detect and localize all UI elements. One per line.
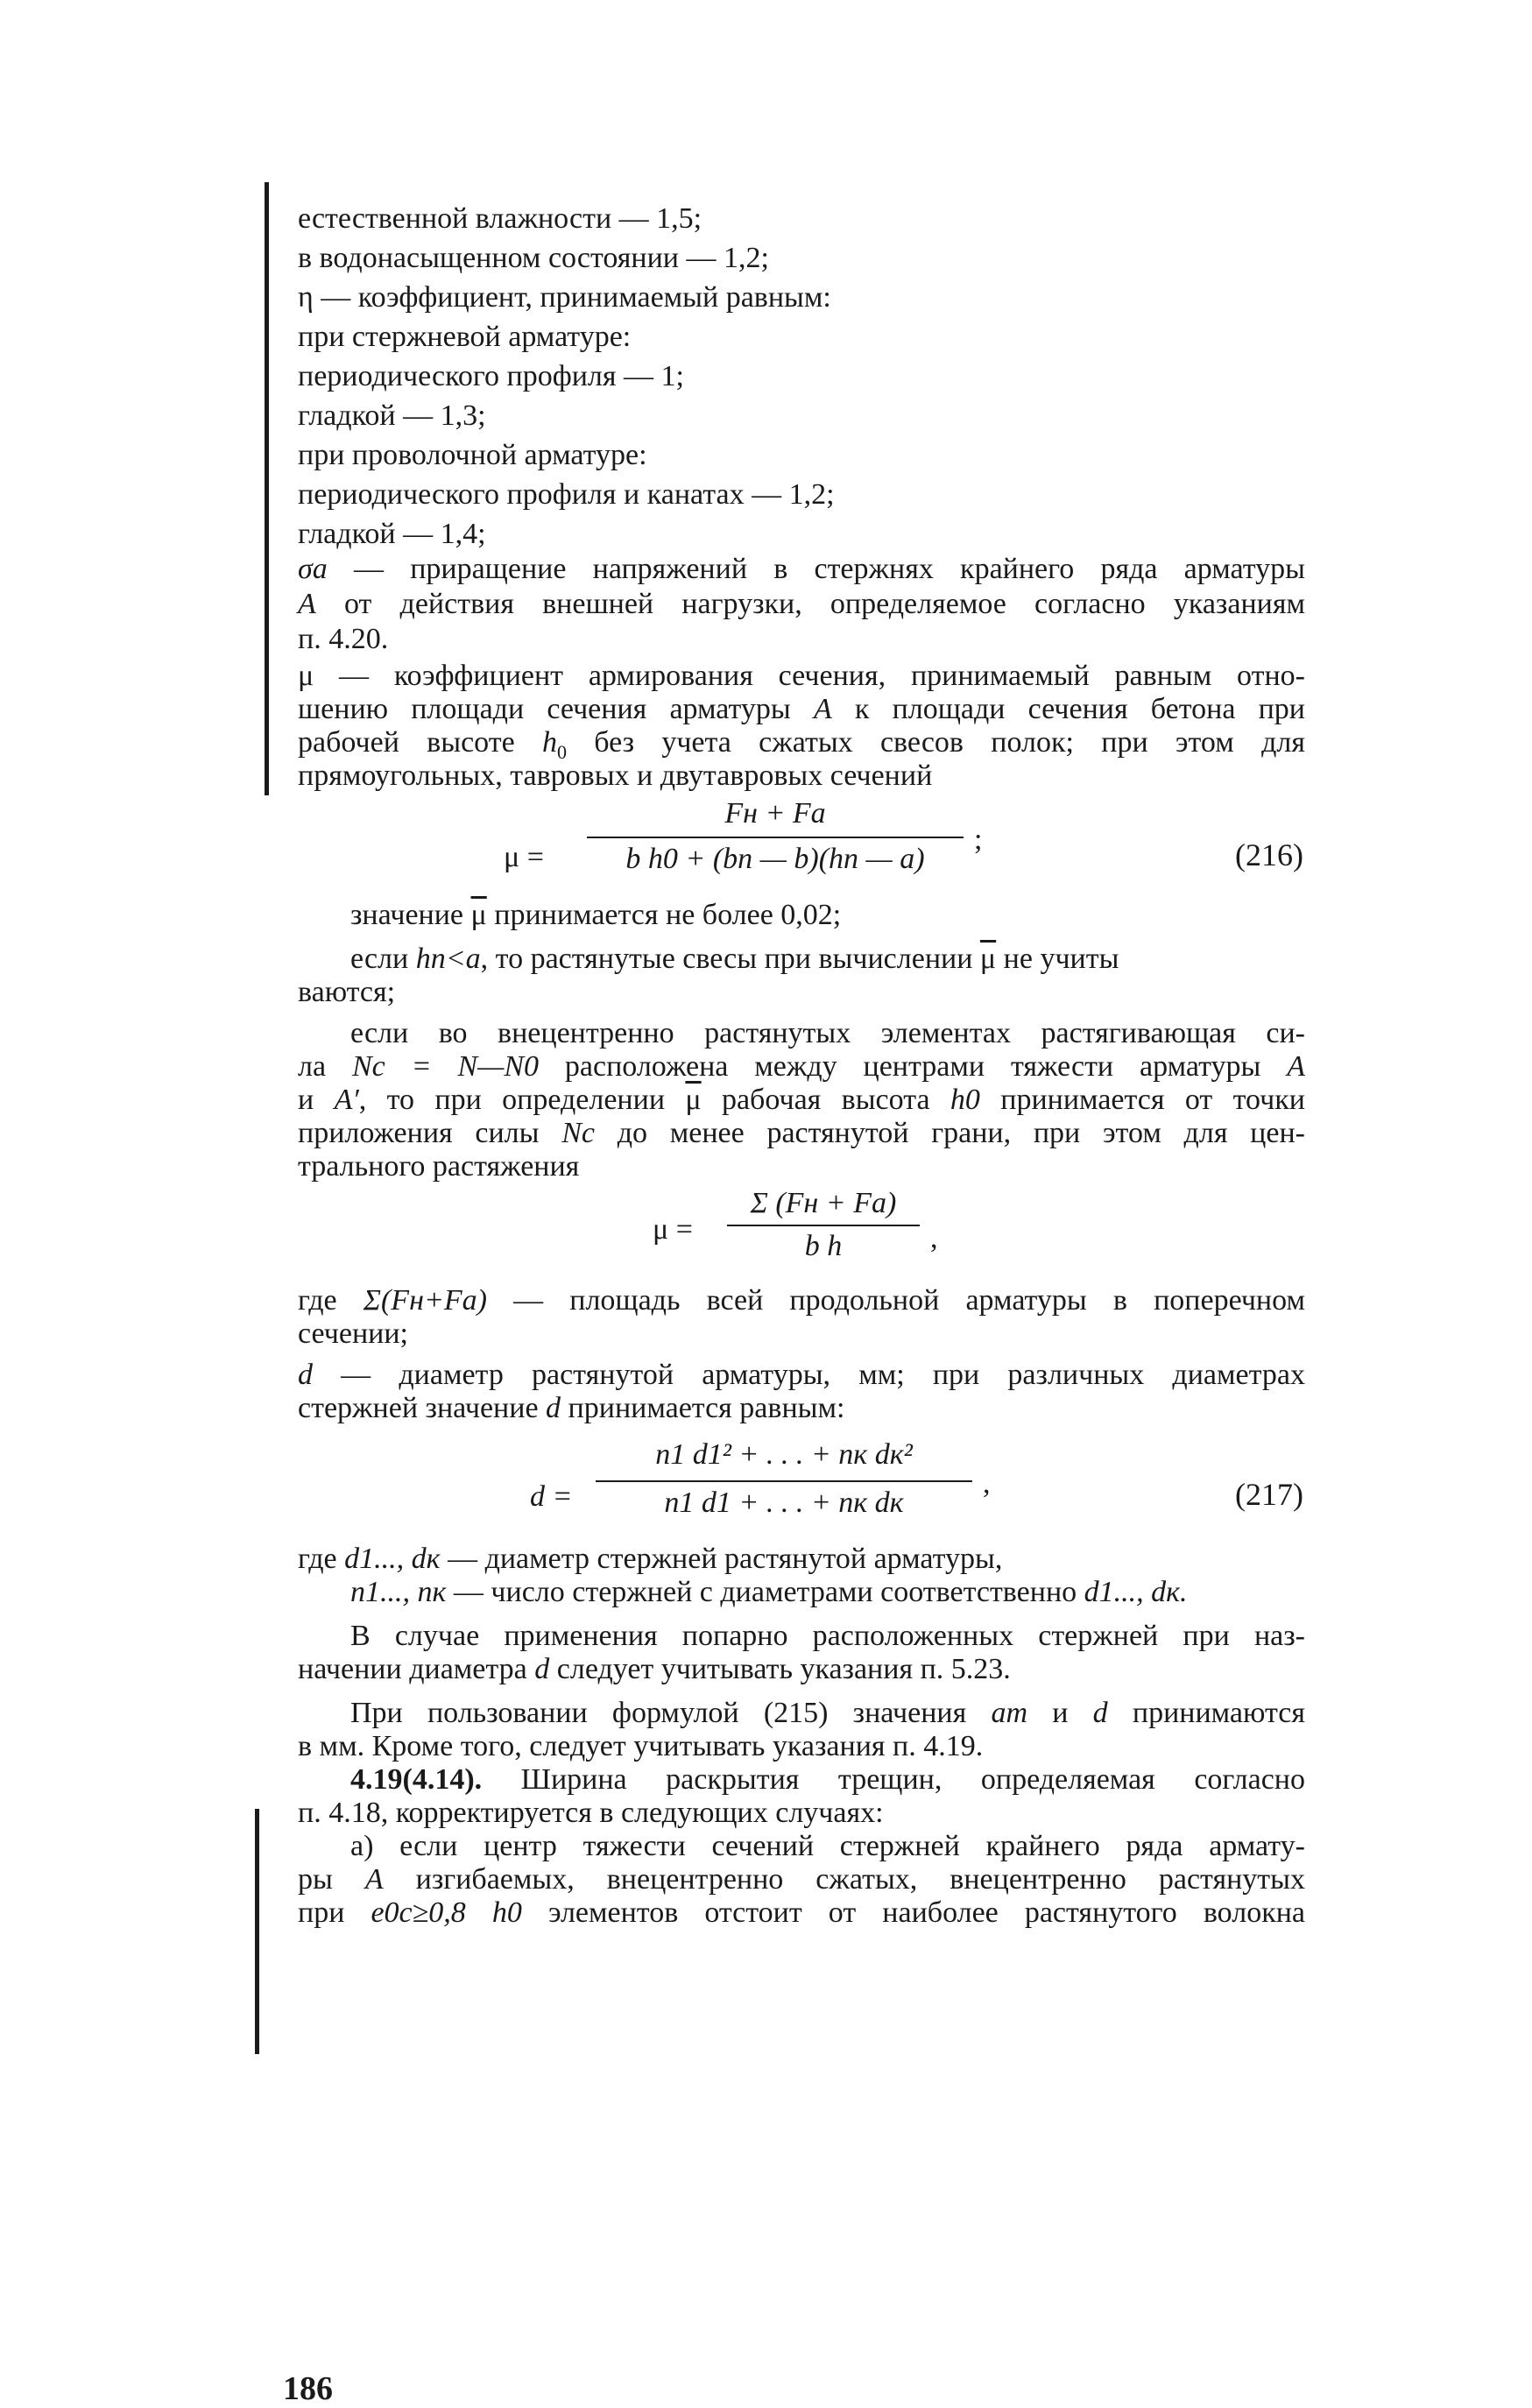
text-line: где Σ(Fн+Fа) — площадь всей продольной арматуры в поперечном — [298, 1284, 1305, 1317]
text-line: начении диаметра d следует учитывать указания п. 5.23. — [298, 1653, 1011, 1685]
text-line: рабочей высоте $h_0$ без учета сжатых свесов полок; при этом для — [298, 726, 1305, 763]
eq217-lhs: d = — [530, 1480, 573, 1513]
eqmu-comma: , — [930, 1222, 938, 1254]
eq217-fraction-line — [596, 1480, 972, 1482]
text-line: если во внецентренно растянутых элементах растягивающая си- — [350, 1017, 1305, 1049]
text-line: ла Nс = N—N0 расположена между центрами тяжести арматуры A — [298, 1050, 1305, 1083]
text-line: и A′, то при определении $\overline{\mu}$ рабочая высота h0 принимается от точки — [298, 1084, 1305, 1116]
text-line: прямоугольных, тавровых и двутавровых сечений — [298, 759, 933, 792]
text-line: ваются; — [298, 976, 396, 1008]
margin-bar-top — [265, 182, 269, 795]
margin-bar-bottom — [255, 1809, 259, 2054]
eq216-semicolon: ; — [974, 823, 983, 856]
eqmu-lhs: μ = — [653, 1213, 693, 1246]
text-line: а) если центр тяжести сечений стержней крайнего ряда армату- — [350, 1830, 1305, 1862]
text-line: гладкой — 1,4; — [298, 518, 486, 550]
text-line: В случае применения попарно расположенных стержней при наз- — [350, 1620, 1305, 1652]
text-line: гладкой — 1,3; — [298, 399, 486, 432]
text-line: в водонасыщенном состоянии — 1,2; — [298, 242, 769, 274]
text-line: в мм. Кроме того, следует учитывать указания п. 4.19. — [298, 1730, 984, 1762]
text-line: n1..., nк — число стержней с диаметрами соответственно d1..., dк. — [350, 1576, 1188, 1608]
text-line: при проволочной арматуре: — [298, 439, 647, 471]
text-line: п. 4.20. — [298, 623, 389, 655]
text-line: При пользовании формулой (215) значения aт и d принимаются — [350, 1697, 1305, 1729]
section-heading-line: 4.19(4.14). Ширина раскрытия трещин, определяемая согласно — [350, 1763, 1305, 1796]
text-line: σа — приращение напряжений в стержнях крайнего ряда арматуры — [298, 553, 1305, 585]
text-line: A от действия внешней нагрузки, определяемое согласно указаниям — [298, 588, 1305, 620]
eq216-denominator: b h0 + (bп — b)(hп — a) — [625, 843, 925, 875]
text-line: μ — коэффициент армирования сечения, принимаемый равным отно- — [298, 660, 1305, 692]
eq217-denominator: n1 d1 + . . . + nк dк — [664, 1486, 904, 1519]
text-line: если hп<a, то растянутые свесы при вычислении $\overline{\mu}$ не учиты — [350, 943, 1119, 975]
text-line: периодического профиля и канатах — 1,2; — [298, 478, 835, 511]
text-line: где d1..., dк — диаметр стержней растянутой арматуры, — [298, 1543, 1003, 1575]
text-line: при стержневой арматуре: — [298, 321, 632, 353]
text-line: ры A изгибаемых, внецентренно сжатых, внецентренно растянутых — [298, 1863, 1305, 1896]
eq217-numerator: n1 d1² + . . . + nк dк² — [655, 1438, 913, 1471]
text-line: п. 4.18, корректируется в следующих случаях: — [298, 1797, 884, 1829]
eq217-number: (217) — [1235, 1477, 1303, 1512]
text-line: шению площади сечения арматуры A к площади сечения бетона при — [298, 693, 1305, 725]
text-line: приложения силы Nс до менее растянутой грани, при этом для цен- — [298, 1117, 1305, 1149]
eqmu-denominator: b h — [804, 1230, 843, 1262]
text-line: стержней значение d принимается равным: — [298, 1392, 845, 1424]
text-line: значение $\overline{\mu}$ принимается не более 0,02; — [350, 899, 842, 931]
text-line: d — диаметр растянутой арматуры, мм; при различных диаметрах — [298, 1359, 1305, 1391]
eqmu-numerator: Σ (Fн + Fа) — [750, 1187, 897, 1219]
text-line: естественной влажности — 1,5; — [298, 202, 702, 235]
eq216-fraction-line — [587, 837, 964, 838]
text-line: трального растяжения — [298, 1150, 580, 1183]
eq216-number: (216) — [1235, 837, 1303, 872]
text-line: η — коэффициент, принимаемый равным: — [298, 281, 831, 314]
page-number: 186 — [283, 2370, 333, 2407]
eqmu-fraction-line — [727, 1225, 920, 1226]
eq217-comma: , — [983, 1467, 991, 1500]
text-line: при e0с≥0,8 h0 элементов отстоит от наиболее растянутого волокна — [298, 1896, 1305, 1929]
text-line: периодического профиля — 1; — [298, 360, 684, 392]
text-line: сечении; — [298, 1317, 408, 1350]
eq216-lhs: μ = — [504, 841, 544, 873]
eq216-numerator: Fн + Fа — [724, 797, 826, 830]
